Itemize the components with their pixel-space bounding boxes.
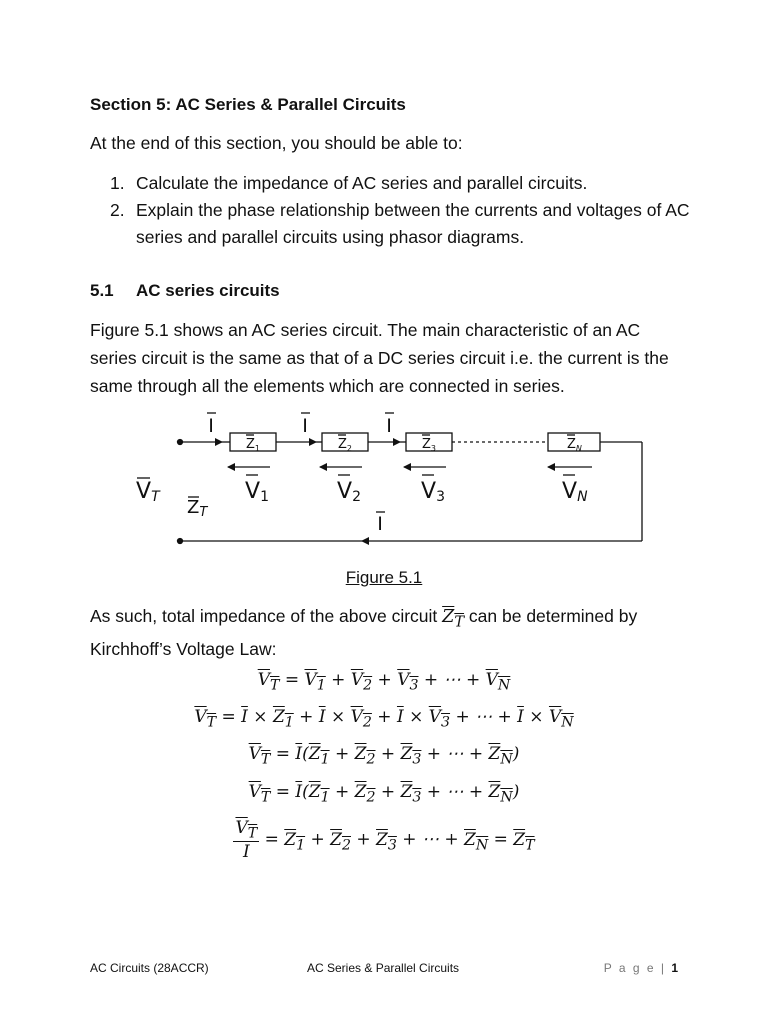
paragraph-series-intro: Figure 5.1 shows an AC series circuit. The main characteristic of an AC series circuit is the same as that of a DC series circuit i.e. the current is the same through all the elements which are connected in series. bbox=[90, 320, 669, 396]
page-number: 1 bbox=[671, 961, 678, 975]
terminal-bottom bbox=[178, 539, 183, 544]
footer-page: P a g e | 1 bbox=[603, 961, 678, 975]
total-impedance-label: ZT bbox=[187, 497, 208, 520]
objectives-list bbox=[110, 170, 710, 251]
terminal-top bbox=[178, 440, 183, 445]
list-item bbox=[110, 170, 710, 197]
subsection-title: AC series circuits bbox=[136, 281, 280, 300]
figure-caption: Figure 5.1 bbox=[345, 568, 423, 587]
list-item bbox=[110, 197, 710, 251]
list-number: 2. bbox=[110, 200, 125, 220]
impedance-label-3: $Z_3$ bbox=[422, 437, 436, 453]
list-number: 1. bbox=[110, 173, 125, 193]
equation-3: $V_T = \overline{I}(Z_1 + Z_2 + Z_3$ + ⋯ + $Z_N$) bbox=[248, 744, 520, 768]
intro-text: At the end of this section, you should be able to: bbox=[90, 133, 463, 153]
section-title: Section 5: AC Series & Parallel Circuits bbox=[90, 95, 406, 114]
impedance-label-n: $Z_N$ bbox=[567, 437, 582, 453]
footer-course: AC Circuits (28ACCR) bbox=[90, 961, 209, 975]
current-label-2: I bbox=[302, 415, 308, 437]
voltage-label-1: V1 bbox=[245, 479, 269, 505]
subsection-number: 5.1 bbox=[90, 281, 114, 300]
equation-1: $V_T = V_1 + V_2 + V_3$ + ⋯ + $V_N$ bbox=[257, 670, 511, 694]
subsection-heading bbox=[90, 281, 280, 301]
current-label-3: I bbox=[386, 415, 392, 437]
equation-4: $V_T = \overline{I}(Z_1 + Z_2 + Z_3$ + ⋯ + $Z_N$) bbox=[248, 782, 520, 806]
current-label-1: I bbox=[208, 415, 214, 437]
equation-2: $V_T = \overline{I} \times Z_1 + \overline{I} \times V_2 + \overline{I} \times V_3$ + ⋯ + $\overline{I} \times V_N$ bbox=[194, 707, 574, 731]
paragraph-kvl: As such, total impedance of the above circuit $\overline{Z}_{\overline{T}}$ can be determined by Kirchhoff’s Voltage Law: bbox=[90, 606, 638, 659]
impedance-label-1: $Z_1$ bbox=[246, 437, 260, 453]
total-voltage-label: VT bbox=[136, 479, 160, 505]
list-text: Explain the phase relationship between the currents and voltages of AC series and parallel circuits using phasor diagrams. bbox=[136, 200, 690, 247]
footer-section: AC Series & Parallel Circuits bbox=[307, 961, 460, 975]
voltage-label-2: V2 bbox=[337, 479, 361, 505]
fraction: $\frac{V_T}{I}$ bbox=[235, 818, 258, 863]
current-label-return: I bbox=[377, 513, 383, 535]
list-text: Calculate the impedance of AC series and parallel circuits. bbox=[136, 173, 588, 193]
impedance-label-2: $Z_2$ bbox=[338, 437, 352, 453]
series-circuit-figure bbox=[130, 405, 660, 555]
voltage-label-n: VN bbox=[562, 479, 588, 505]
voltage-label-3: V3 bbox=[421, 479, 445, 505]
equation-5: $\frac{V_T}{I}$ = $Z_1 + Z_2 + Z_3$ + ⋯ + $Z_N = Z_T$ bbox=[235, 818, 535, 863]
